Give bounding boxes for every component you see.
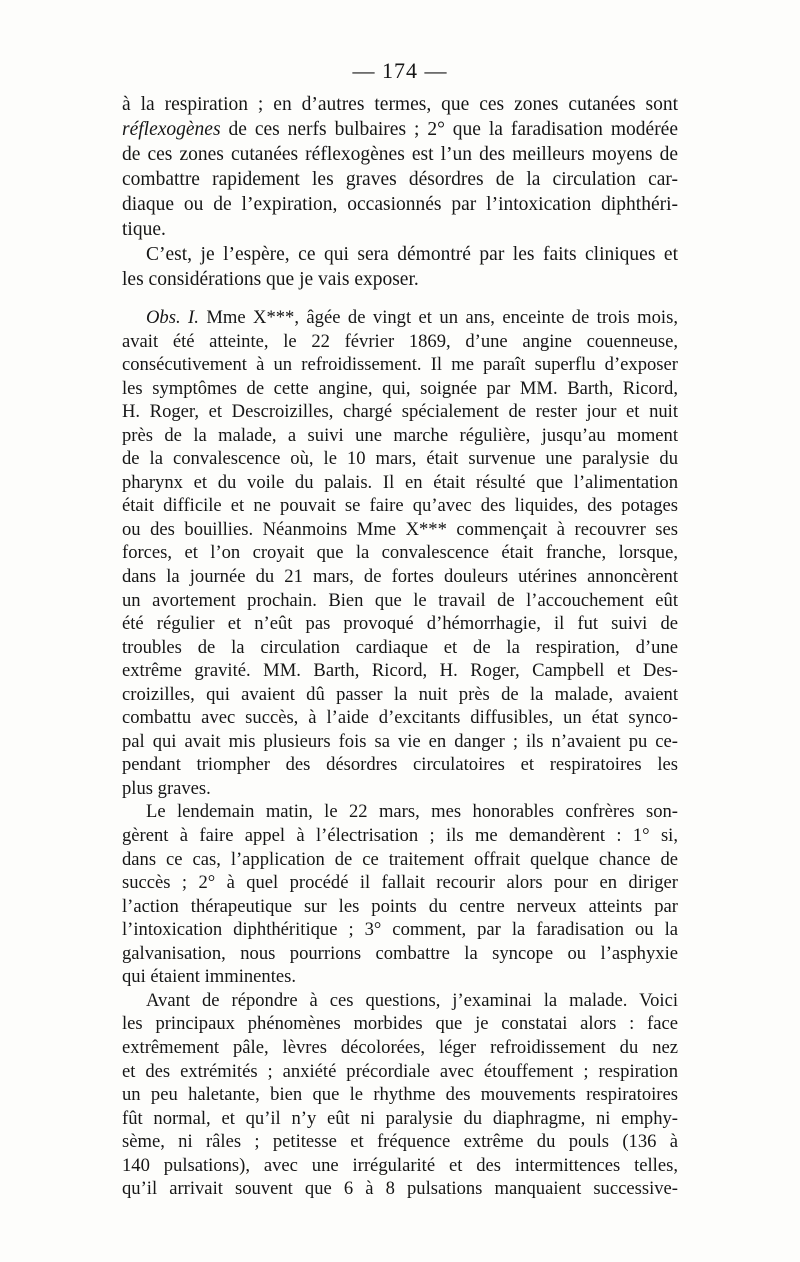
text-line: extrêmement pâle, lèvres décolorées, léger refroidissement du nez (122, 1036, 678, 1058)
text-line: pharynx et du voile du palais. Il en était résulté que l’alimentation (122, 471, 678, 493)
observation-label: Obs. I. (146, 307, 199, 328)
text-line: à la respiration ; en d’autres termes, que ces zones cutanées sont (122, 94, 678, 115)
text-line: Avant de répondre à ces questions, j’examinai la malade. Voici (146, 989, 678, 1011)
text-line: plus graves. (122, 777, 211, 799)
text-line: qu’il arrivait souvent que 6 à 8 pulsations manquaient successive- (122, 1178, 678, 1200)
text-line: extrême gravité. MM. Barth, Ricord, H. Roger, Campbell et Des- (122, 660, 678, 682)
text-line: de la convalescence où, le 10 mars, était survenue une paralysie du (122, 448, 678, 470)
text-line: de ces zones cutanées réflexogènes est l’un des meilleurs moyens de (122, 144, 678, 165)
text-line: un peu haletante, bien que le rhythme des mouvements respiratoires (122, 1084, 678, 1106)
text-line: pendant triompher des désordres circulatoires et respiratoires les (122, 754, 678, 776)
text-line: ou des bouillies. Néanmoins Mme X*** commençait à recouvrer ses (122, 518, 678, 540)
text-line: 140 pulsations), avec une irrégularité et des intermittences telles, (122, 1154, 678, 1176)
text-line: combattre rapidement les graves désordres de la circulation car- (122, 169, 678, 190)
text-line (122, 117, 678, 142)
text-line: près de la malade, a suivi une marche régulière, jusqu’au moment (122, 424, 678, 446)
text-line: les symptômes de cette angine, qui, soignée par MM. Barth, Ricord, (122, 377, 678, 399)
text-line: diaque ou de l’expiration, occasionnés par l’intoxication diphthéri- (122, 194, 678, 215)
text-line: les principaux phénomènes morbides que je constatai alors : face (122, 1013, 678, 1035)
observation-block (122, 306, 678, 1201)
text-line-rest: Mme X***, âgée de vingt et un ans, enceinte de trois mois, (206, 307, 678, 328)
text-line: sème, ni râles ; petitesse et fréquence extrême du pouls (136 à (122, 1131, 678, 1153)
italic-term: réflexogènes (122, 119, 221, 140)
text-line: tique. (122, 219, 166, 240)
text-line: gèrent à faire appel à l’électrisation ; ils me demandèrent : 1° si, (122, 825, 678, 847)
text-line: l’action thérapeutique sur les points du centre nerveux atteints par (122, 895, 678, 917)
text-line: un avortement prochain. Bien que le travail de l’accouchement eût (122, 589, 678, 611)
text-line: galvanisation, nous pourrions combattre la syncope ou l’asphyxie (122, 942, 678, 964)
text-line: avait été atteinte, le 22 février 1869, d’une angine couenneuse, (122, 330, 678, 352)
text-line: été régulier et n’eût pas provoqué d’hémorrhagie, il fut suivi de (122, 613, 678, 635)
text-line (122, 306, 678, 330)
text-line: H. Roger, et Descroizilles, chargé spécialement de rester jour et nuit (122, 401, 678, 423)
text-line: troubles de la circulation cardiaque et de la respiration, d’une (122, 636, 678, 658)
text-line-rest: de ces nerfs bulbaires ; 2° que la faradisation modérée (228, 119, 678, 140)
intro-paragraphs (122, 92, 678, 292)
text-line: dans ce cas, l’application de ce traitement offrait quelque chance de (122, 848, 678, 870)
text-line: combattu avec succès, à l’aide d’excitants diffusibles, un état synco- (122, 707, 678, 729)
text-line: consécutivement à un refroidissement. Il me paraît superflu d’exposer (122, 354, 678, 376)
text-line: Le lendemain matin, le 22 mars, mes honorables confrères son- (146, 801, 678, 823)
text-line: était difficile et ne pouvait se faire qu’avec des liquides, des potages (122, 495, 678, 517)
text-line: succès ; 2° à quel procédé il fallait recourir alors pour en diriger (122, 872, 678, 894)
text-line: dans la journée du 21 mars, de fortes douleurs utérines annoncèrent (122, 566, 678, 588)
text-line: l’intoxication diphthéritique ; 3° comment, par la faradisation ou la (122, 919, 678, 941)
text-line: qui étaient imminentes. (122, 966, 297, 988)
text-line: C’est, je l’espère, ce qui sera démontré par les faits cliniques et (146, 244, 678, 265)
text-line: les considérations que je vais exposer. (122, 269, 419, 290)
text-line: pal qui avait mis plusieurs fois sa vie en danger ; ils n’avaient pu ce- (122, 730, 678, 752)
text-line: forces, et l’on croyait que la convalescence était franche, lorsque, (122, 542, 678, 564)
page-number: — 174 — (352, 58, 448, 83)
text-line: et des extrémités ; anxiété précordiale avec étouffement ; respiration (122, 1060, 678, 1082)
text-line: fût normal, et qu’il n’y eût ni paralysie du diaphragme, ni emphy- (122, 1107, 678, 1129)
text-line: croizilles, qui avaient dû passer la nuit près de la malade, avaient (122, 683, 678, 705)
